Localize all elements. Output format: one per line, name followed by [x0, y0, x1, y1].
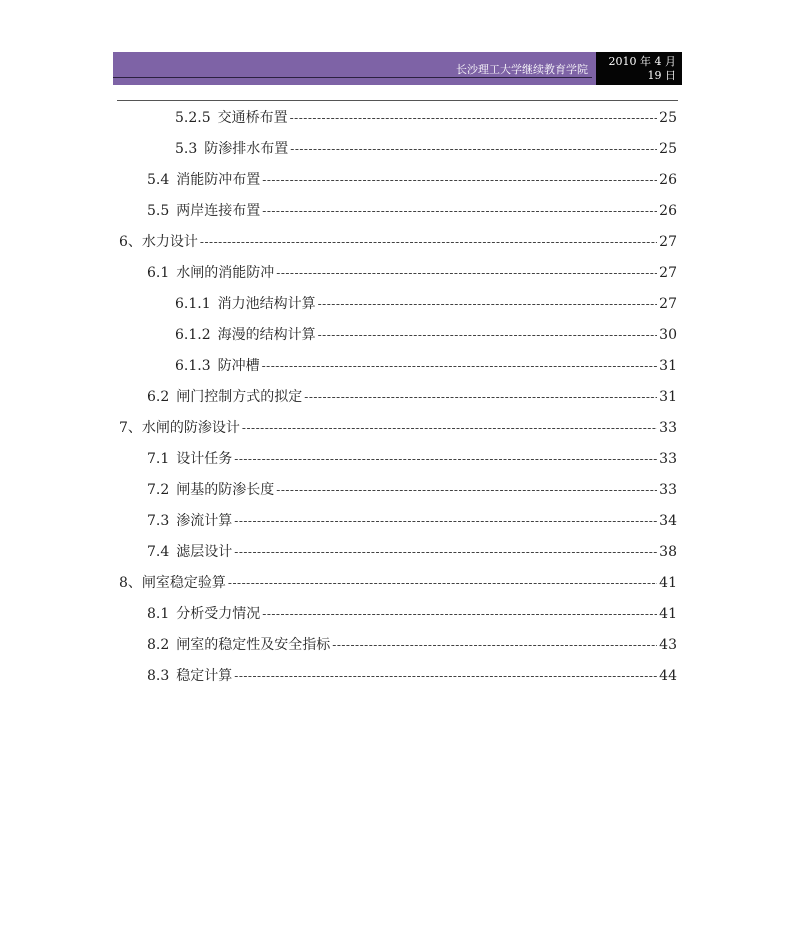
toc-entry-number: 5.5: [147, 203, 170, 219]
toc-leader: [332, 635, 657, 655]
toc-entry-title: 交通桥布置: [217, 110, 288, 126]
toc-leader: [262, 170, 657, 190]
toc-entry[interactable]: [147, 201, 677, 221]
toc-leader: [234, 449, 657, 469]
toc-entry-page: 33: [659, 451, 677, 467]
toc-entry-number: 6.1.3: [175, 358, 211, 374]
header-underline: [113, 77, 592, 78]
toc-entry-title: 8、闸室稳定验算: [119, 575, 226, 591]
header-date-line1: 2010 年 4 月: [608, 55, 676, 68]
toc-entry-title: 防冲槽: [217, 358, 260, 374]
toc-entry-number: 5.4: [147, 172, 170, 188]
toc-entry[interactable]: [147, 542, 677, 562]
toc-entry[interactable]: [147, 511, 677, 531]
school-name: 长沙理工大学继续教育学院: [456, 63, 588, 76]
toc-entry-page: 27: [659, 296, 677, 312]
toc-entry-number: 5.2.5: [175, 110, 211, 126]
toc-entry-title: 滤层设计: [176, 544, 233, 560]
toc-leader: [200, 232, 657, 252]
toc-entry[interactable]: [175, 356, 677, 376]
toc-entry[interactable]: [147, 480, 677, 500]
toc-entry-page: 31: [659, 389, 677, 405]
toc-leader: [228, 573, 657, 593]
toc-leader: [276, 263, 657, 283]
toc-entry[interactable]: [175, 108, 677, 128]
toc-leader: [262, 604, 657, 624]
toc-entry[interactable]: [147, 170, 677, 190]
toc-leader: [234, 511, 657, 531]
header-date: [596, 52, 682, 85]
toc-entry-page: 25: [659, 110, 677, 126]
toc-entry-page: 34: [659, 513, 677, 529]
toc-entry[interactable]: [119, 232, 677, 252]
toc-entry[interactable]: [119, 573, 677, 593]
toc-leader: [318, 294, 657, 314]
toc-entry-title: 消力池结构计算: [217, 296, 316, 312]
toc-entry-title: 设计任务: [176, 451, 233, 467]
toc-entry-number: 7.2: [147, 482, 170, 498]
toc-entry-page: 26: [659, 203, 677, 219]
toc-entry-page: 31: [659, 358, 677, 374]
toc-entry-page: 41: [659, 575, 677, 591]
toc-entry-page: 41: [659, 606, 677, 622]
header-rule: [117, 100, 678, 101]
toc-entry-page: 44: [659, 668, 677, 684]
toc-entry[interactable]: [175, 139, 677, 159]
toc-entry-page: 33: [659, 482, 677, 498]
toc-entry-title: 稳定计算: [176, 668, 233, 684]
toc-entry-title: 7、水闸的防渗设计: [119, 420, 240, 436]
toc-entry-number: 5.3: [175, 141, 198, 157]
toc-entry-title: 海漫的结构计算: [217, 327, 316, 343]
toc-entry-title: 闸门控制方式的拟定: [176, 389, 303, 405]
toc-entry-title: 渗流计算: [176, 513, 233, 529]
toc-entry[interactable]: [147, 635, 677, 655]
toc-entry-page: 38: [659, 544, 677, 560]
toc-entry-title: 消能防冲布置: [176, 172, 261, 188]
toc-entry-title: 两岸连接布置: [176, 203, 261, 219]
toc-entry-title: 分析受力情况: [176, 606, 261, 622]
toc-entry-number: 7.1: [147, 451, 170, 467]
toc-entry-number: 6.1.2: [175, 327, 211, 343]
toc-entry-page: 33: [659, 420, 677, 436]
toc-entry-page: 30: [659, 327, 677, 343]
toc-leader: [304, 387, 657, 407]
toc-entry[interactable]: [147, 666, 677, 686]
toc-entry[interactable]: [119, 418, 677, 438]
toc-leader: [290, 139, 657, 159]
toc-entry[interactable]: [147, 387, 677, 407]
toc-entry[interactable]: [147, 449, 677, 469]
toc-leader: [234, 666, 657, 686]
toc-entry-number: 8.2: [147, 637, 170, 653]
toc-entry[interactable]: [175, 294, 677, 314]
toc-entry-page: 27: [659, 265, 677, 281]
toc-entry-title: 闸室的稳定性及安全指标: [176, 637, 331, 653]
toc-entry-title: 水闸的消能防冲: [176, 265, 275, 281]
toc-entry-number: 8.3: [147, 668, 170, 684]
toc-entry-page: 26: [659, 172, 677, 188]
toc-entry-title: 6、水力设计: [119, 234, 198, 250]
toc-leader: [290, 108, 657, 128]
toc-leader: [262, 201, 657, 221]
toc-entry-number: 7.3: [147, 513, 170, 529]
toc-entry[interactable]: [147, 604, 677, 624]
toc-leader: [276, 480, 657, 500]
toc-leader: [234, 542, 657, 562]
toc-leader: [262, 356, 657, 376]
toc-entry-number: 6.1.1: [175, 296, 211, 312]
toc-entry-page: 25: [659, 141, 677, 157]
toc-entry[interactable]: [147, 263, 677, 283]
toc-entry-number: 7.4: [147, 544, 170, 560]
header-date-line2: 19 日: [647, 69, 676, 82]
toc-leader: [318, 325, 657, 345]
toc-entry-page: 27: [659, 234, 677, 250]
toc-entry[interactable]: [175, 325, 677, 345]
toc-entry-number: 6.1: [147, 265, 170, 281]
toc-entry-page: 43: [659, 637, 677, 653]
toc-leader: [242, 418, 657, 438]
header-band: [113, 52, 596, 85]
toc-entry-title: 防渗排水布置: [204, 141, 289, 157]
toc-entry-number: 6.2: [147, 389, 170, 405]
toc-entry-title: 闸基的防渗长度: [176, 482, 275, 498]
toc-entry-number: 8.1: [147, 606, 170, 622]
